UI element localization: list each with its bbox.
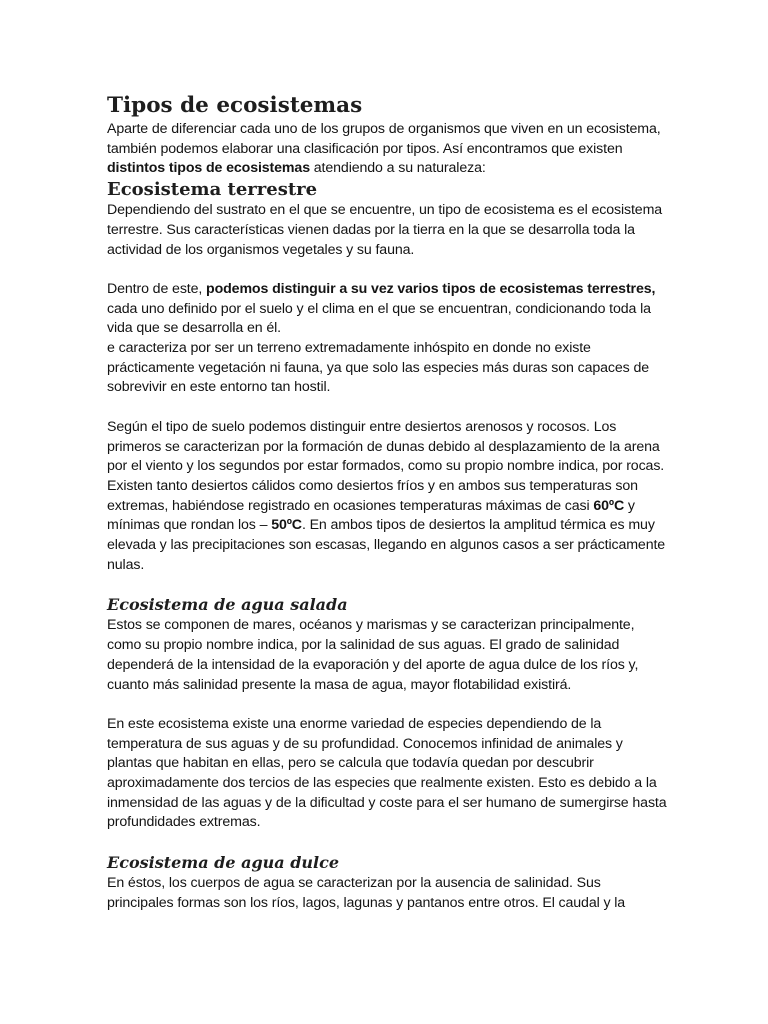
- intro-paragraph: [107, 120, 668, 179]
- terrestre-p4-bold-60: 60ºC: [593, 497, 625, 514]
- intro-text: Aparte de diferenciar cada uno de los grupos de organismos que viven en un ecosistema, también podemos elaborar una clasificación por tipos. Así encontramos que existen: [107, 121, 661, 157]
- paragraph-spacer: [107, 398, 668, 418]
- paragraph-spacer: [107, 260, 668, 280]
- terrestre-p4-text-end: . En ambos tipos de desiertos la amplitud térmica es muy elevada y las precipitaciones son escasas, llegando en algunos casos a ser prácticamente nulas.: [107, 517, 666, 573]
- terrestre-p2-text: Dentro de este,: [107, 280, 207, 297]
- page-title: Tipos de ecosistemas: [107, 93, 363, 118]
- section-heading-terrestre: Ecosistema terrestre: [107, 179, 318, 201]
- section-spacer: [107, 575, 668, 594]
- terrestre-p2-text-end: cada uno definido por el suelo y el clima en el que se encuentran, condicionando toda la vida que se desarrolla en él.: [107, 300, 651, 337]
- terrestre-p4-text: Según el tipo de suelo podemos distinguir entre desiertos arenosos y rocosos. Los primeros se caracterizan por la formación de dunas debido al desplazamiento de la arena por el viento y los segundos por estar formados, como su propio nombre indica, por rocas. Existen tanto desiertos cálidos como desiertos fríos y en ambos sus temperaturas son extremas, habiéndose registrado en ocasiones temperaturas máximas de casi: [107, 418, 665, 514]
- section-heading-agua-salada: Ecosistema de agua salada: [107, 595, 348, 615]
- section-heading-agua-dulce: Ecosistema de agua dulce: [107, 853, 340, 873]
- intro-text-end: atendiendo a su naturaleza:: [309, 160, 486, 177]
- intro-bold-text: distintos tipos de ecosistemas: [107, 160, 310, 177]
- terrestre-paragraph-1: Dependiendo del sustrato en el que se encuentre, un tipo de ecosistema es el ecosistema terrestre. Sus características vienen dadas por la tierra en la que se desarrolla toda la actividad de los organismos vegetales y su fauna.: [107, 202, 663, 258]
- salada-paragraph-1: Estos se componen de mares, océanos y marismas y se caracterizan principalmente, como su propio nombre indica, por la salinidad de sus aguas. El grado de salinidad dependerá de la intensidad de la evaporación y del aporte de agua dulce de los ríos y, cuanto más salinidad presente la masa de agua, mayor flotabilidad existirá.: [107, 617, 639, 693]
- salada-paragraph-2: En este ecosistema existe una enorme variedad de especies dependiendo de la temperatura de sus aguas y de su profundidad. Conocemos infinidad de animales y plantas que habitan en ellas, pero se calcula que todavía quedan por descubrir aproximadamente dos tercios de las especies que realmente existen. Esto es debido a la inmensidad de las aguas y de la dificultad y coste para el ser humano de sumergirse hasta profundidades extremas.: [107, 715, 667, 831]
- terrestre-paragraph-2: [107, 280, 668, 339]
- paragraph-spacer: [107, 695, 668, 715]
- terrestre-p4-text-mid: y mínimas que rondan los –: [107, 497, 635, 534]
- dulce-paragraph-1: En éstos, los cuerpos de agua se caracterizan por la ausencia de salinidad. Sus principales formas son los ríos, lagos, lagunas y pantanos entre otros. El caudal y la: [107, 875, 626, 911]
- terrestre-p4-bold-50: 50ºC: [271, 517, 302, 534]
- terrestre-p2-bold: podemos distinguir a su vez varios tipos de ecosistemas terrestres,: [206, 280, 656, 297]
- terrestre-paragraph-4: [107, 418, 668, 576]
- terrestre-paragraph-3: e caracteriza por ser un terreno extremadamente inhóspito en donde no existe prácticamente vegetación ni fauna, ya que solo las especies más duras son capaces de sobrevivir en este entorno tan hostil.: [107, 340, 649, 396]
- section-spacer: [107, 833, 668, 852]
